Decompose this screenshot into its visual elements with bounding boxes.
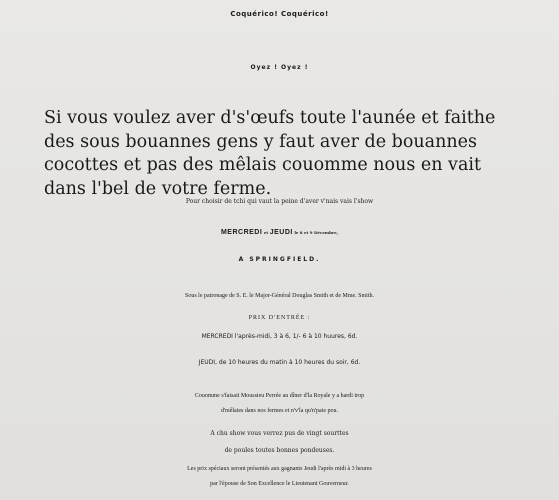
intro-paragraph — [44, 107, 544, 201]
prizes-block — [0, 462, 559, 492]
patronage-line: Sous le patronage de S. E. le Major-Général Douglas Smith et de Mme. Smith. — [184, 293, 374, 299]
date-day1: MERCREDI — [220, 229, 263, 236]
intro-line: des sous bouannes gens y faut aver de bouannes — [44, 131, 477, 152]
note-line: Couomme s'faisait Moussieu Perrée au dîner d'la Royale y a hardi trop — [194, 393, 365, 399]
show-line: A chu show vous verrez pus de vingt sourttes — [210, 430, 349, 437]
event-city: A SPRINGFIELD. — [238, 256, 321, 263]
wednesday-line: MERCREDI l'après-midi, 3 à 6, 1/- 6 à 10 huures, 6d. — [201, 333, 358, 340]
intro-line: dans l'bel de votre ferme. — [44, 178, 272, 199]
event-dates — [0, 229, 559, 236]
prix-heading: PRIX D'ENTRÉE : — [248, 315, 311, 321]
poster-title: Coquérico! Coquérico! — [230, 10, 329, 18]
poster-subtitle: Oyez ! Oyez ! — [250, 64, 309, 71]
note-line: d'mêlaies dans nos fermes et n'v'la qu'n'paie pou. — [220, 408, 339, 414]
show-line: de poules toutes bonnes pondeuses. — [224, 447, 335, 454]
prize-line: Les prix spéciaux seront présentés aux gagnants Jeudi l'après midi à 3 heures — [187, 466, 372, 472]
note-block — [0, 389, 559, 419]
thursday-line: JEUDI, de 10 heures du matin à 10 heures du soir, 6d. — [198, 359, 361, 366]
date-day2: JEUDI — [269, 229, 293, 236]
show-block — [0, 425, 559, 459]
prize-line: par l'épouse de Son Excellence le Lieutenant Gouverneur. — [210, 481, 349, 487]
date-and: et — [263, 230, 269, 235]
choice-line: Pour choisir de tchi qui vaut la peine d'aver v'nais vais l'show — [185, 198, 374, 205]
date-rest: le 8 et 9 Décembre, — [294, 230, 339, 235]
intro-line: Si vous voulez aver d's'œufs toute l'aunée et faithe — [44, 108, 496, 128]
intro-line: cocottes et pas des mêlais couomme nous en vait — [44, 155, 482, 175]
